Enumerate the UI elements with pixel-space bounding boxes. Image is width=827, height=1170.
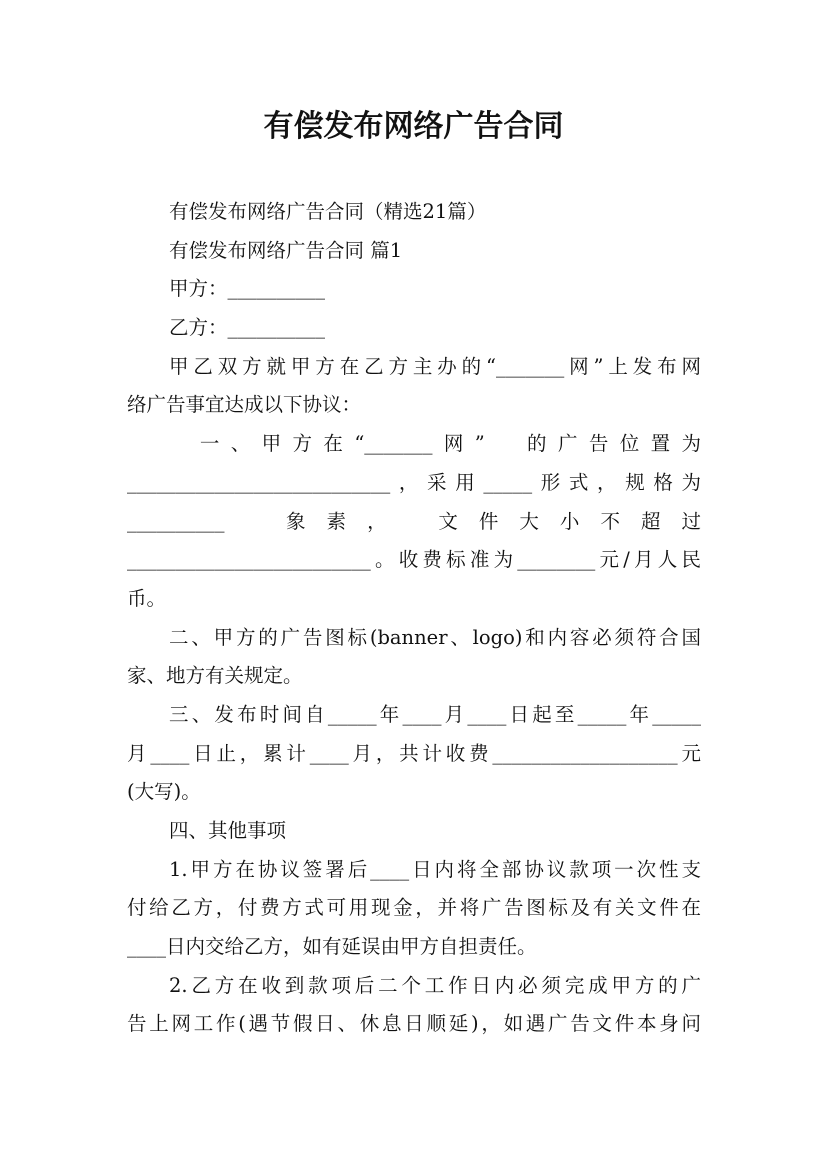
- clause-4-heading: 四、其他事项: [169, 819, 287, 842]
- clause-1-line: 一、甲方在“_______网” 的广告位置为: [169, 432, 701, 456]
- paragraph-line: 络广告事宜达成以下协议：: [127, 393, 362, 417]
- paragraph-line: 甲乙双方就甲方在乙方主办的“_______网”上发布网: [169, 354, 701, 378]
- item-2-line: 2.乙方在收到款项后二个工作日内必须完成甲方的广: [169, 973, 701, 997]
- clause-1-line: _________________________。收费标准为________元/月人民: [127, 548, 701, 572]
- party-b-line: 乙方：__________: [169, 316, 326, 340]
- document-title: 有偿发布网络广告合同: [263, 109, 564, 144]
- clause-1-line: ___________________________，采用_____形式，规格为: [127, 470, 701, 494]
- party-a-line: 甲方：__________: [169, 277, 326, 301]
- clause-3-line: (大写)。: [127, 780, 201, 804]
- clause-1-line: 币。: [127, 586, 167, 610]
- subtitle-line: 有偿发布网络广告合同（精选21篇）: [169, 200, 487, 223]
- clause-1-line: __________ 象素， 文件大小不超过: [127, 509, 701, 533]
- section-heading: 有偿发布网络广告合同 篇1: [169, 238, 403, 262]
- clause-2-line: 家、地方有关规定。: [127, 664, 303, 688]
- clause-3-line: 月____日止，累计____月，共计收费___________________元: [127, 741, 701, 765]
- item-1-line: ____日内交给乙方，如有延误由甲方自担责任。: [127, 935, 537, 959]
- clause-2-line: 二、甲方的广告图标(banner、logo)和内容必须符合国: [169, 625, 701, 649]
- item-2-line: 告上网工作(遇节假日、休息日顺延)，如遇广告文件本身问: [127, 1012, 701, 1036]
- clause-3-line: 三、发布时间自_____年____月____日起至_____年_____: [169, 702, 701, 726]
- document-body: [127, 193, 701, 1044]
- item-1-line: 1.甲方在协议签署后____日内将全部协议款项一次性支: [169, 857, 701, 881]
- item-1-line: 付给乙方，付费方式可用现金，并将广告图标及有关文件在: [127, 896, 701, 920]
